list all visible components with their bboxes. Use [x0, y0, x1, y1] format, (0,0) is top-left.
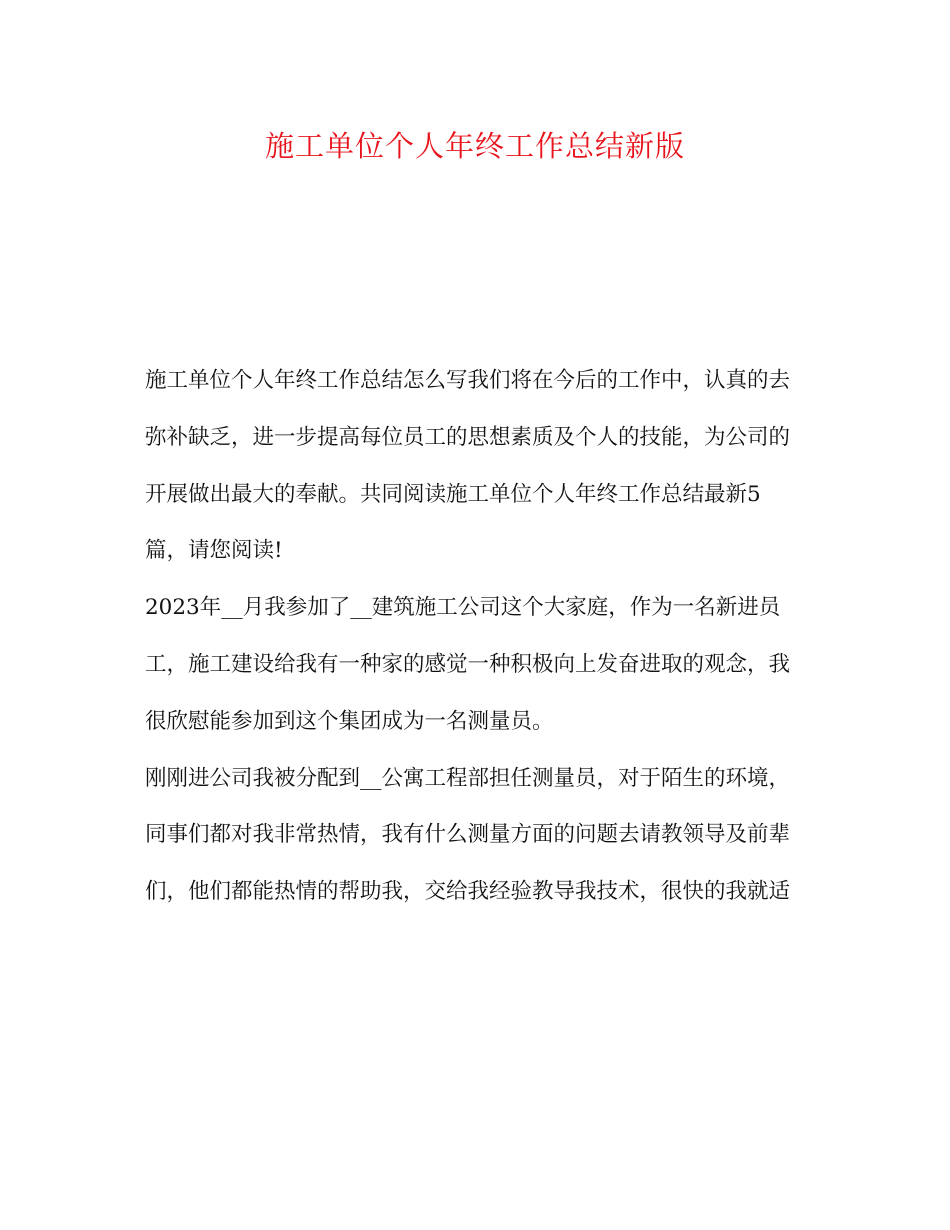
body-line: 开展做出最大的奉献。共同阅读施工单位个人年终工作总结最新5 — [145, 481, 761, 507]
body-line: 2023年__月我参加了__建筑施工公司这个大家庭，作为一名新进员 — [145, 595, 781, 621]
body-line: 篇，请您阅读! — [145, 538, 283, 564]
body-line: 施工单位个人年终工作总结怎么写我们将在今后的工作中，认真的去 — [145, 368, 791, 393]
body-line: 弥补缺乏，进一步提高每位员工的思想素质及个人的技能，为公司的 — [145, 424, 791, 450]
document-body — [145, 358, 805, 926]
body-line: 工，施工建设给我有一种家的感觉一种积极向上发奋进取的观念，我 — [145, 651, 791, 677]
body-line: 很欣慰能参加到这个集团成为一名测量员。 — [145, 708, 554, 734]
document-title: 施工单位个人年终工作总结新版 — [264, 129, 685, 163]
body-line: 们，他们都能热情的帮助我，交给我经验教导我技术，很快的我就适 — [145, 879, 791, 905]
body-line: 刚刚进公司我被分配到__公寓工程部担任测量员，对于陌生的环境， — [145, 765, 791, 791]
body-line: 同事们都对我非常热情，我有什么测量方面的问题去请教领导及前辈 — [145, 822, 791, 848]
